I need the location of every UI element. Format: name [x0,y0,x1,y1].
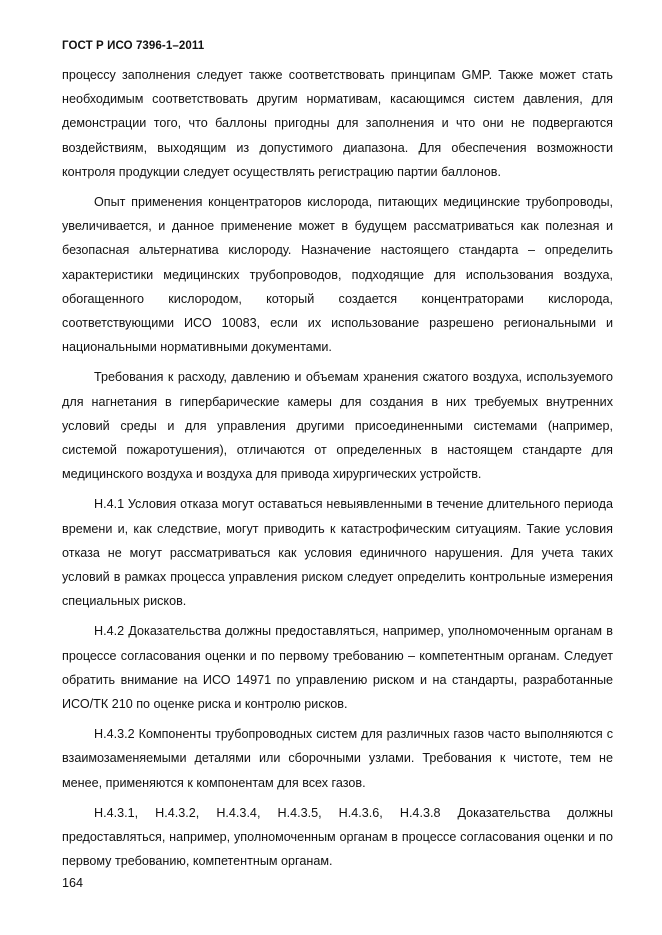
document-body [62,63,613,880]
paragraph-h-4-3-list: Н.4.3.1, Н.4.3.2, Н.4.3.4, Н.4.3.5, Н.4.3.6, Н.4.3.8 Доказательства должны предоставляться, например, уполномоченным органам в процессе согласования оценки и по первому требованию, компетентным органам. [62,805,613,869]
paragraph-hyperbaric-air: Требования к расходу, давлению и объемам хранения сжатого воздуха, используемого для нагнетания в гипербарические камеры для создания в них требуемых внутренних условий среды и для управления другими присоединенными системами (например, системой пожаротушения), отличаются от определенных в настоящем стандарте для медицинского воздуха и воздуха для привода хирургических устройств. [62,370,613,482]
paragraph-continuation: процессу заполнения следует также соответствовать принципам GMP. Также может стать необходимым соответствовать другим нормативам, касающимся систем давления, для демонстрации того, что баллоны пригодны для заполнения и что они не подвергаются воздействиям, выходящим из допустимого диапазона. Для обеспечения возможности контроля продукции следует осуществлять регистрацию партии баллонов. [62,68,613,179]
paragraph-h-4-3-2: Н.4.3.2 Компоненты трубопроводных систем для различных газов часто выполняются с взаимозаменяемыми деталями или сборочными узлами. Требования к чистоте, тем не менее, применяются к компонентам для всех газов. [62,727,613,790]
page-number: 164 [62,876,84,890]
paragraph-h-4-2: Н.4.2 Доказательства должны предоставляться, например, уполномоченным органам в процессе согласования оценки и по первому требованию – компетентным органам. Следует обратить внимание на ИСО 14971 по управлению риском и на стандарты, разработанные ИСО/ТК 210 по оценке риска и контролю рисков. [62,624,613,712]
paragraph-h-4-1: Н.4.1 Условия отказа могут оставаться невыявленными в течение длительного периода времени и, как следствие, могут приводить к катастрофическим ситуациям. Такие условия отказа не могут рассматриваться как условия единичного нарушения. Для учета таких условий в рамках процесса управления риском следует определить контрольные измерения специальных рисков. [62,497,613,609]
document-header: ГОСТ Р ИСО 7396-1–2011 [62,40,205,52]
paragraph-oxygen-concentrators: Опыт применения концентраторов кислорода, питающих медицинские трубопроводы, увеличивается, и данное применение может в будущем рассматриваться как полезная и безопасная альтернатива кислороду. Назначение настоящего стандарта – определить характеристики медицинских трубопроводов, подходящие для использования воздуха, обогащенного кислородом, который создается концентраторами кислорода, соответствующими ИСО 10083, если их использование разрешено региональными и национальными нормативными документами. [62,195,613,355]
